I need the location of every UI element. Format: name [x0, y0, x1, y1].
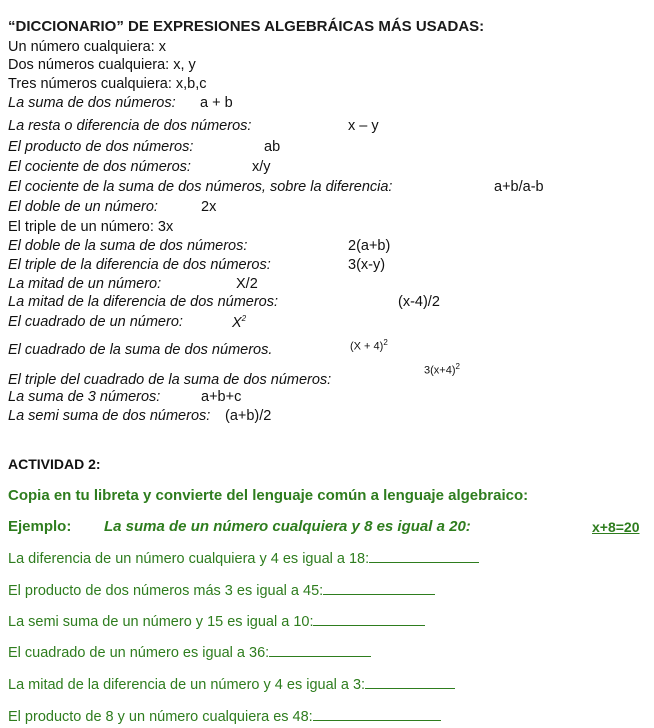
dict-line-10: El triple de un número: 3x — [8, 219, 174, 235]
dict-line-16: El cuadrado de la suma de dos números. — [8, 342, 273, 358]
dict-line-11: El doble de la suma de dos números: — [8, 238, 248, 254]
exercise-5: La mitad de la diferencia de un número y 4 es igual a 3: — [8, 676, 455, 693]
answer-blank — [369, 550, 479, 563]
dict-line-15: El cuadrado de un número: — [8, 314, 183, 330]
dict-expr-13: X/2 — [236, 276, 258, 292]
dict-expr-7: x/y — [252, 159, 271, 175]
dict-line-19: La semi suma de dos números: — [8, 408, 211, 424]
dict-line-5: La resta o diferencia de dos números: — [8, 118, 252, 134]
dict-line-2: Dos números cualquiera: x, y — [8, 57, 196, 73]
dict-expr-4: a + b — [200, 95, 233, 111]
page-title: “DICCIONARIO” DE EXPRESIONES ALGEBRÁICAS MÁS USADAS: — [8, 18, 485, 35]
dict-expr-18: a+b+c — [201, 389, 242, 405]
dict-expr-8: a+b/a-b — [494, 179, 544, 195]
answer-blank — [313, 708, 441, 721]
dict-line-9: El doble de un número: — [8, 199, 158, 215]
dict-line-17: El triple del cuadrado de la suma de dos números: — [8, 372, 332, 388]
dict-line-7: El cociente de dos números: — [8, 159, 191, 175]
exercise-1: La diferencia de un número cualquiera y 4 es igual a 18: — [8, 550, 479, 567]
example-text: La suma de un número cualquiera y 8 es igual a 20: — [104, 518, 471, 535]
activity-heading: ACTIVIDAD 2: — [8, 456, 101, 472]
dict-line-6: El producto de dos números: — [8, 139, 194, 155]
exercise-2: El producto de dos números más 3 es igual a 45: — [8, 582, 435, 599]
dict-expr-16: $(X + 4)^2$ — [350, 338, 388, 353]
answer-blank — [365, 676, 455, 689]
dict-line-1: Un número cualquiera: x — [8, 39, 166, 55]
dict-line-4: La suma de dos números: — [8, 95, 176, 111]
dict-expr-11: 2(a+b) — [348, 238, 391, 254]
dict-line-8: El cociente de la suma de dos números, sobre la diferencia: — [8, 179, 393, 195]
dict-expr-6: ab — [264, 139, 281, 155]
answer-blank — [313, 613, 425, 626]
dict-expr-12: 3(x-y) — [348, 257, 386, 273]
example-answer: x+8=20 — [592, 519, 640, 535]
answer-blank — [323, 582, 435, 595]
dict-expr-15: $X^2$ — [232, 314, 247, 331]
dict-line-18: La suma de 3 números: — [8, 389, 161, 405]
exercise-6: El producto de 8 y un número cualquiera es 48: — [8, 708, 441, 725]
answer-blank — [269, 644, 371, 657]
dict-line-3: Tres números cualquiera: x,b,c — [8, 76, 207, 92]
dict-expr-5: x – y — [348, 118, 379, 134]
example-label: Ejemplo: — [8, 518, 72, 535]
dict-expr-19: (a+b)/2 — [225, 408, 272, 424]
exercise-4: El cuadrado de un número es igual a 36: — [8, 644, 371, 661]
dict-line-13: La mitad de un número: — [8, 276, 162, 292]
activity-instruction: Copia en tu libreta y convierte del lenguaje común a lenguaje algebraico: — [8, 487, 529, 504]
dict-line-14: La mitad de la diferencia de dos números: — [8, 294, 279, 310]
dict-line-12: El triple de la diferencia de dos números: — [8, 257, 271, 273]
dict-expr-9: 2x — [201, 199, 217, 215]
exercise-3: La semi suma de un número y 15 es igual a 10: — [8, 613, 425, 630]
dict-expr-14: (x-4)/2 — [398, 294, 440, 310]
dict-expr-17: $3(x+4)^2$ — [424, 362, 460, 377]
